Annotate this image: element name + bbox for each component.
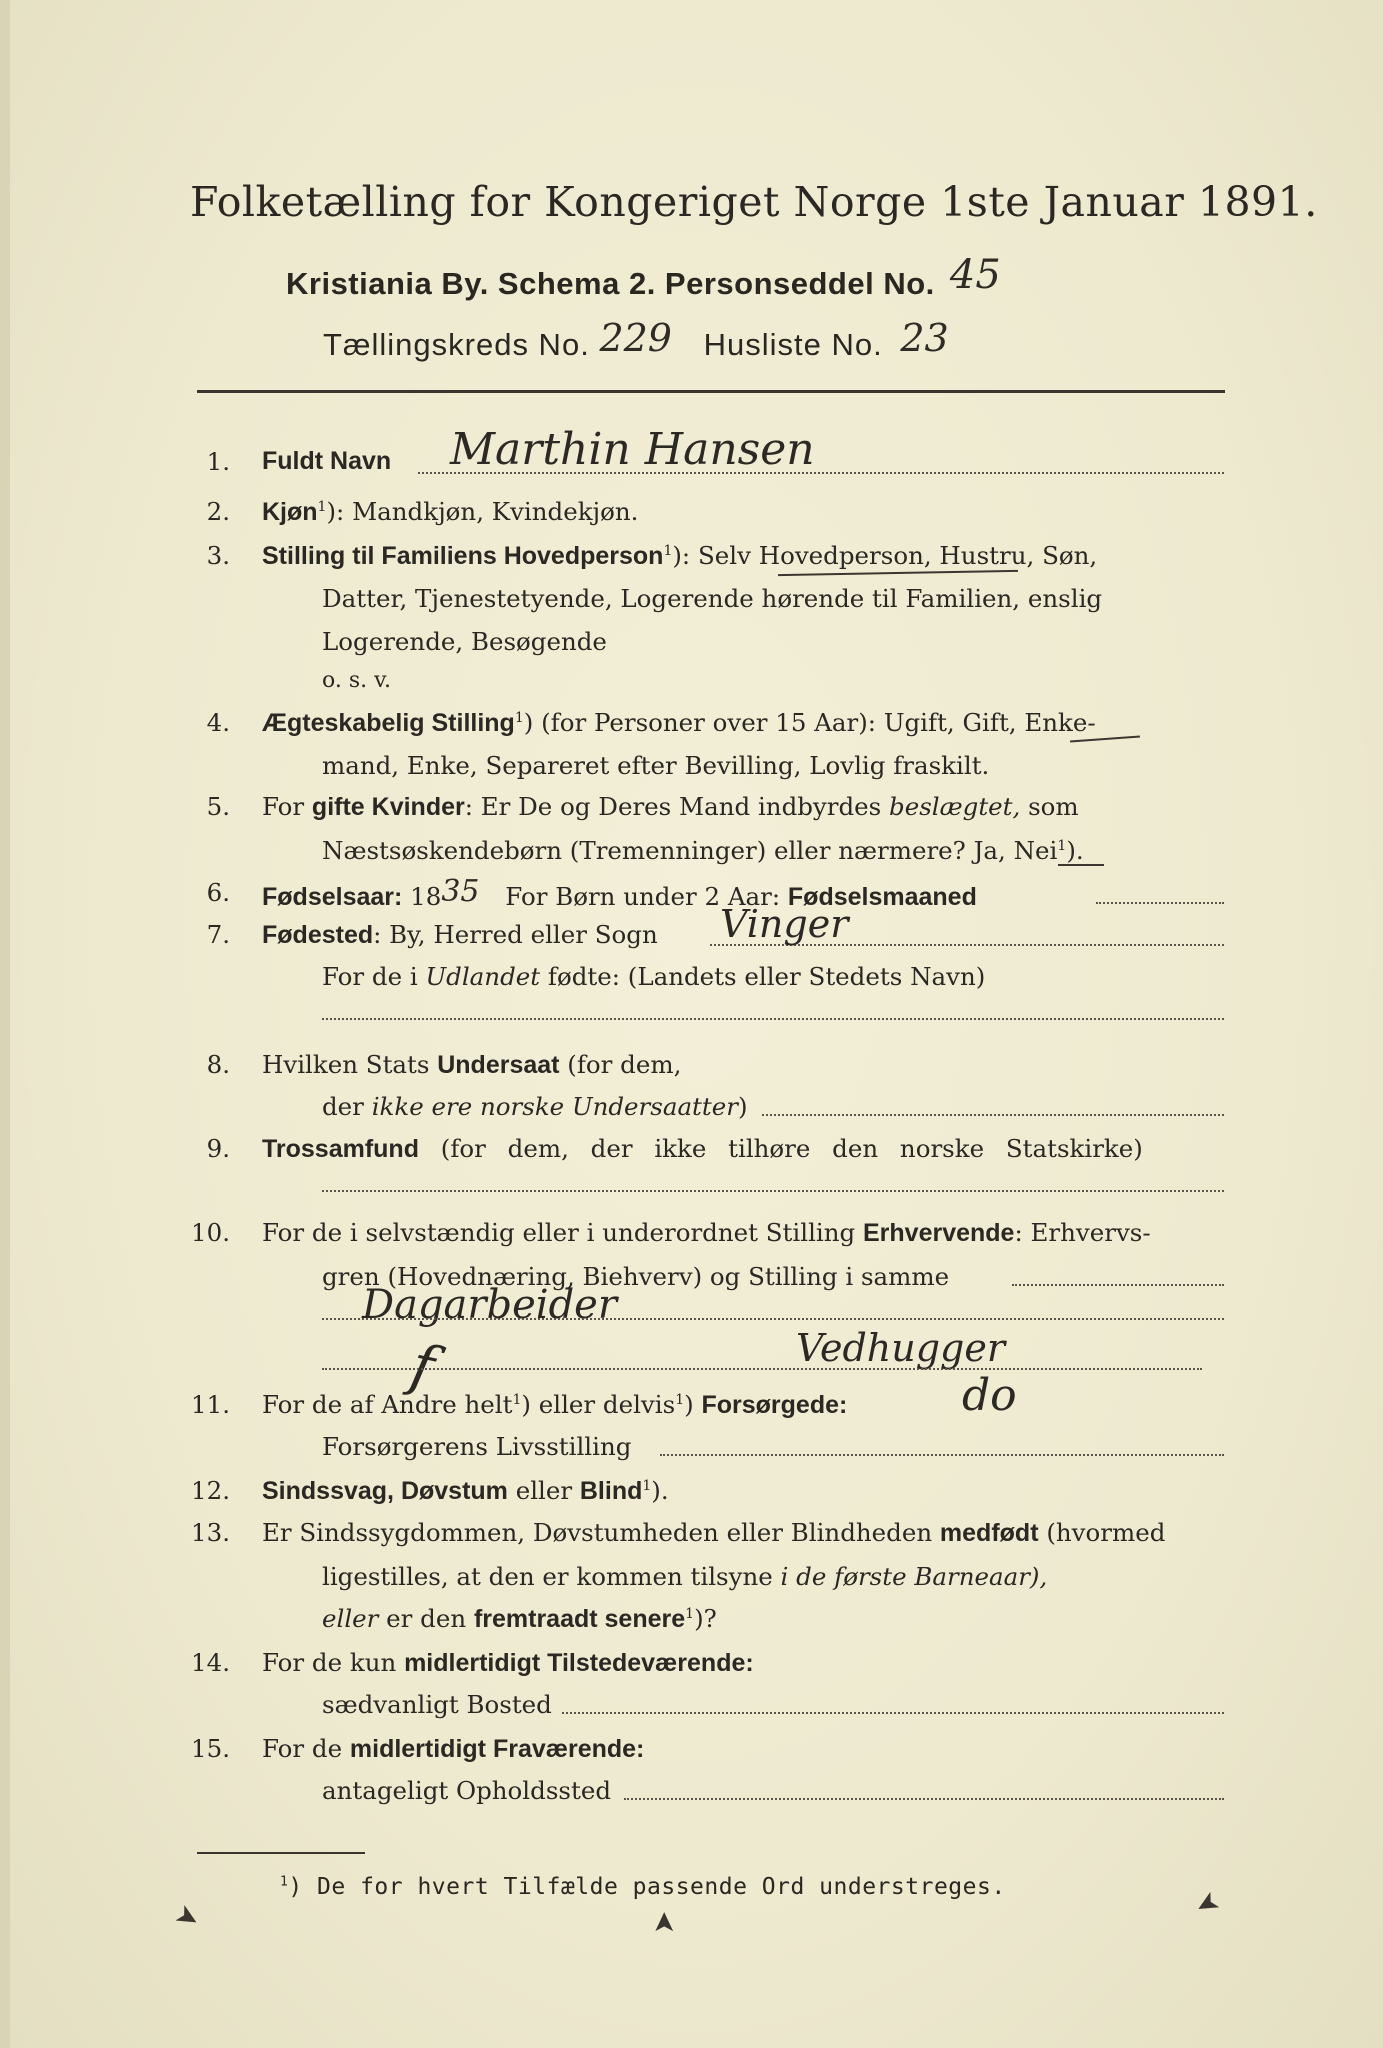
item-label: Fødested bbox=[262, 921, 374, 949]
item-text: Hvilken Stats bbox=[262, 1050, 438, 1079]
item-label: Kjøn bbox=[262, 498, 318, 526]
item-number: 3. bbox=[206, 541, 230, 570]
tellingskreds-label: Tællingskreds No. bbox=[323, 327, 590, 362]
item-number: 4. bbox=[206, 708, 230, 737]
handwritten-birth-year: 35 bbox=[441, 874, 480, 909]
item-text: (for dem, der ikke tilhøre den norske Statskirke) bbox=[418, 1134, 1143, 1163]
item-number: 2. bbox=[206, 497, 230, 526]
item-label: Fødselsmaaned bbox=[787, 883, 977, 911]
item-text: For Børn under 2 Aar: bbox=[497, 882, 788, 911]
footnote-mark: 1 bbox=[642, 1477, 652, 1494]
item-label: Fødselsaar: bbox=[262, 883, 403, 911]
item-label: Stilling til Familiens Hovedperson bbox=[262, 542, 664, 570]
footnote-mark: 1 bbox=[280, 1874, 289, 1890]
answer-line bbox=[1096, 902, 1224, 904]
item-text: ) eller delvis bbox=[521, 1390, 676, 1419]
item-italic: Udlandet bbox=[425, 962, 541, 991]
footnote-mark: 1 bbox=[663, 542, 673, 559]
item-text: eller bbox=[507, 1476, 580, 1505]
item-14-line-2: sædvanligt Bosted bbox=[322, 1690, 552, 1719]
item-text: fødte: (Landets eller Stedets Navn) bbox=[540, 962, 986, 991]
item-text: som bbox=[1020, 792, 1079, 821]
item-italic: beslægtet, bbox=[889, 792, 1021, 821]
handwritten-name: Marthin Hansen bbox=[450, 424, 815, 475]
item-label: midlertidigt Fraværende: bbox=[349, 1735, 645, 1763]
item-text: For de af Andre helt bbox=[262, 1390, 513, 1419]
husliste-label: Husliste No. bbox=[703, 327, 883, 362]
item-number: 6. bbox=[206, 878, 230, 907]
item-15-line-2: antageligt Opholdssted bbox=[322, 1776, 611, 1805]
answer-line bbox=[322, 1190, 1224, 1192]
item-italic: eller bbox=[322, 1604, 379, 1633]
item-text: ) (for Personer over 15 Aar): Ugift, Gift, Enke- bbox=[523, 708, 1096, 737]
item-text: ligestilles, at den er kommen tilsyne bbox=[322, 1562, 781, 1591]
footnote-mark: 1 bbox=[1057, 837, 1067, 854]
answer-line bbox=[1012, 1284, 1224, 1286]
item-3-line-4: o. s. v. bbox=[322, 668, 391, 693]
item-8-line-2 bbox=[322, 1092, 748, 1121]
item-3-line-2: Datter, Tjenestetyende, Logerende hørende til Familien, enslig bbox=[322, 584, 1103, 613]
item-label: Blind bbox=[579, 1477, 643, 1505]
item-number: 15. bbox=[191, 1734, 230, 1763]
footnote-mark: 1 bbox=[512, 1391, 522, 1408]
item-text: er den bbox=[378, 1604, 474, 1633]
footnote-mark: 1 bbox=[685, 1605, 695, 1622]
answer-line bbox=[322, 1018, 1224, 1020]
tellingskreds-line bbox=[323, 316, 949, 364]
answer-line bbox=[322, 1318, 1224, 1320]
tellingskreds-number: 229 bbox=[599, 316, 672, 360]
item-10-line-2: gren (Hovednæring, Biehverv) og Stilling i samme bbox=[322, 1262, 950, 1291]
footnote-mark: 1 bbox=[317, 498, 327, 515]
item-text: ): Mandkjøn, Kvindekjøn. bbox=[326, 497, 639, 526]
item-label: Forsørgede: bbox=[701, 1391, 848, 1419]
corner-mark-right: ➤ bbox=[1189, 1884, 1227, 1925]
item-label: Erhvervende bbox=[863, 1219, 1015, 1247]
item-text: ) bbox=[737, 1092, 748, 1121]
item-text: : Erhvervs- bbox=[1014, 1218, 1151, 1247]
footnote-mark: 1 bbox=[514, 709, 524, 726]
item-text: ). bbox=[651, 1476, 669, 1505]
item-number: 9. bbox=[206, 1134, 230, 1163]
item-text: For de i selvstændig eller i underordnet Stilling bbox=[262, 1218, 863, 1247]
handwritten-stroke: f bbox=[405, 1330, 441, 1402]
item-label: medfødt bbox=[939, 1519, 1039, 1547]
item-number: 13. bbox=[191, 1518, 230, 1547]
item-number: 10. bbox=[191, 1218, 230, 1247]
item-text: Næstsøskendebørn (Tremenninger) eller nærmere? Ja, Nei bbox=[322, 836, 1058, 865]
form-title: Folketælling for Kongeriget Norge 1ste Januar 1891. bbox=[190, 178, 1318, 226]
item-11-line-2: Forsørgerens Livsstilling bbox=[322, 1432, 632, 1461]
item-number: 14. bbox=[191, 1648, 230, 1677]
husliste-number: 23 bbox=[900, 316, 949, 360]
item-label: Ægteskabelig Stilling bbox=[262, 709, 515, 737]
item-text: 18 bbox=[402, 882, 442, 911]
footnote bbox=[280, 1874, 1006, 1900]
answer-line bbox=[624, 1798, 1224, 1800]
corner-mark-left: ➤ bbox=[169, 1896, 207, 1937]
item-label: gifte Kvinder bbox=[311, 793, 465, 821]
personseddel-number: 45 bbox=[949, 252, 1001, 298]
item-7-line-2 bbox=[322, 962, 985, 991]
personseddel-label: Kristiania By. Schema 2. Personseddel No. bbox=[286, 266, 935, 301]
handwritten-birthplace: Vinger bbox=[720, 902, 849, 946]
answer-line bbox=[562, 1712, 1224, 1714]
item-text: Er Sindssygdommen, Døvstumheden eller Blindheden bbox=[262, 1518, 940, 1547]
item-text: der bbox=[322, 1092, 372, 1121]
handwritten-ditto: do bbox=[962, 1370, 1017, 1421]
item-text: : Er De og Deres Mand indbyrdes bbox=[464, 792, 890, 821]
item-label: Trossamfund bbox=[262, 1135, 419, 1163]
item-italic: i de første Barneaar), bbox=[780, 1562, 1048, 1591]
item-text: )? bbox=[694, 1604, 717, 1633]
item-label: Fuldt Navn bbox=[262, 447, 392, 475]
item-text: ). bbox=[1066, 836, 1084, 865]
item-text: ) bbox=[684, 1390, 702, 1419]
item-4-line-2: mand, Enke, Separeret efter Bevilling, Lovlig fraskilt. bbox=[322, 751, 990, 780]
answer-line bbox=[762, 1114, 1224, 1116]
item-italic: ikke ere norske Undersaatter bbox=[371, 1092, 738, 1121]
item-text: : By, Herred eller Sogn bbox=[373, 920, 658, 949]
item-text: For de kun bbox=[262, 1648, 405, 1677]
item-number: 5. bbox=[206, 792, 230, 821]
item-number: 11. bbox=[191, 1390, 230, 1419]
item-label: midlertidigt Tilstedeværende: bbox=[404, 1649, 754, 1677]
item-text: For de bbox=[262, 1734, 350, 1763]
item-number: 12. bbox=[191, 1476, 230, 1505]
item-text: (hvormed bbox=[1038, 1518, 1166, 1547]
item-text: (for dem, bbox=[559, 1050, 682, 1079]
form-subtitle bbox=[286, 252, 1001, 304]
handwritten-occupation-1: Dagarbeider bbox=[362, 1282, 617, 1328]
item-number: 7. bbox=[206, 920, 230, 949]
item-13-line-2 bbox=[322, 1562, 1047, 1591]
item-number: 1. bbox=[206, 447, 230, 476]
item-3-line-3: Logerende, Besøgende bbox=[322, 627, 607, 656]
footnote-rule bbox=[197, 1852, 365, 1854]
handwritten-occupation-2: Vedhugger bbox=[796, 1326, 1006, 1370]
item-label: fremtraadt senere bbox=[473, 1605, 686, 1633]
item-5-line-2 bbox=[322, 836, 1084, 865]
underline-mark bbox=[1058, 864, 1104, 866]
header-rule bbox=[197, 390, 1225, 393]
item-number: 8. bbox=[206, 1050, 230, 1079]
item-text: For bbox=[262, 792, 312, 821]
footnote-mark: 1 bbox=[675, 1391, 685, 1408]
item-13-line-3 bbox=[322, 1604, 717, 1634]
item-label: Undersaat bbox=[437, 1051, 560, 1079]
item-text: For de i bbox=[322, 962, 426, 991]
answer-line bbox=[322, 1368, 1202, 1370]
footnote-text: ) De for hvert Tilfælde passende Ord understreges. bbox=[288, 1874, 1006, 1900]
item-label: Sindssvag, Døvstum bbox=[262, 1477, 508, 1505]
item-text: ): Selv Hovedperson, Hustru, Søn, bbox=[672, 541, 1098, 570]
corner-mark-center: ➤ bbox=[647, 1910, 681, 1935]
answer-line bbox=[660, 1454, 1224, 1456]
